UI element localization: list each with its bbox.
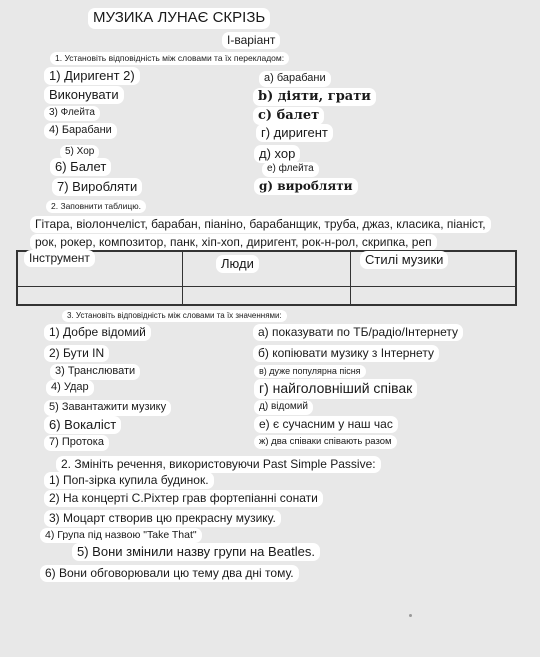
task2-heading: 2. Заповнити таблицю. xyxy=(46,200,146,213)
task3-right-item: д) відомий xyxy=(254,400,313,415)
task1-right-item: а) барабани xyxy=(259,71,331,87)
task4-heading: 2. Змініть речення, використовуючи Past Simple Passive: xyxy=(56,456,381,473)
task1-left-item: Виконувати xyxy=(44,86,124,104)
task4-item: 4) Група під назвою "Take That" xyxy=(40,528,202,543)
task3-heading: 3. Установіть відповідність між словами та їх значеннями: xyxy=(62,310,287,322)
task3-right-item: ж) два співаки співають разом xyxy=(254,435,397,449)
task1-right-item: д) хор xyxy=(254,145,300,163)
speck-dot xyxy=(409,614,412,617)
task4-item: 5) Вони змінили назву групи на Beatles. xyxy=(72,543,320,561)
task3-left-item: 3) Транслювати xyxy=(50,364,140,380)
task1-left-item: 7) Виробляти xyxy=(52,178,142,196)
task4-item: 2) На концерті С.Ріхтер грав фортепіанні сонати xyxy=(44,490,323,507)
task1-right-item: г) диригент xyxy=(256,124,333,142)
task3-left-item: 6) Вокаліст xyxy=(44,416,121,434)
task1-left-item: 6) Балет xyxy=(50,158,111,176)
task1-right-item: е) флейта xyxy=(262,162,319,177)
task3-left-item: 2) Бути IN xyxy=(44,345,109,362)
task2-words-line1: Гітара, віолончеліст, барабан, піаніно, барабанщик, труба, джаз, класика, піаніст, xyxy=(30,216,491,233)
task1-heading: 1. Установіть відповідність між словами та їх перекладом: xyxy=(50,52,289,65)
task3-right-item: а) показувати по ТБ/радіо/Інтернету xyxy=(253,324,463,341)
variant-label: І-варіант xyxy=(222,32,280,49)
table-header-people: Люди xyxy=(216,255,259,273)
task4-item: 1) Поп-зірка купила будинок. xyxy=(44,472,214,489)
task3-right-item: е) є сучасним у наш час xyxy=(254,416,398,433)
table-header-styles: Стилі музики xyxy=(360,251,448,269)
task1-left-item: 3) Флейта xyxy=(44,106,100,121)
task3-right-item: в) дуже популярна пісня xyxy=(254,365,366,378)
table-header-instrument: Інструмент xyxy=(24,250,95,267)
task3-left-item: 1) Добре відомий xyxy=(44,324,151,341)
task3-right-item: б) копіювати музику з Інтернету xyxy=(253,345,439,362)
task3-right-item: г) найголовніший співак xyxy=(254,379,417,399)
task1-right-item: b) діяти, грати xyxy=(253,88,376,106)
task1-left-item: 5) Хор xyxy=(60,145,99,160)
task4-item: 6) Вони обговорювали цю тему два дні тому. xyxy=(40,565,299,582)
task2-words-line2: рок, рокер, композитор, панк, хіп-хоп, диригент, рок-н-рол, скрипка, реп xyxy=(30,234,437,251)
task4-item: 3) Моцарт створив цю прекрасну музику. xyxy=(44,510,281,527)
page-title: МУЗИКА ЛУНАЄ СКРІЗЬ xyxy=(88,8,270,29)
task3-left-item: 4) Удар xyxy=(46,380,94,396)
task3-left-item: 5) Завантажити музику xyxy=(44,400,171,416)
task1-left-item: 1) Диригент 2) xyxy=(44,67,140,85)
task1-right-item: c) балет xyxy=(253,107,324,125)
task1-right-item: g) виробляти xyxy=(254,178,358,195)
task3-left-item: 7) Протока xyxy=(44,435,109,451)
task1-left-item: 4) Барабани xyxy=(44,123,117,139)
